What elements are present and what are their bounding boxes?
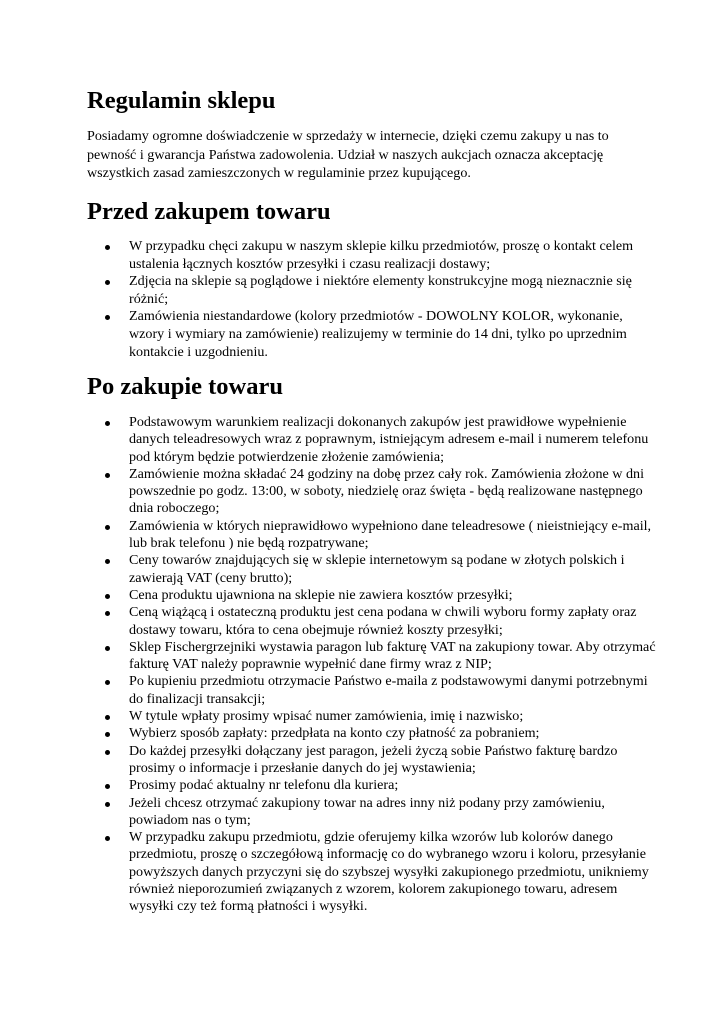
list-item-text: Zamówienia w których nieprawidłowo wypełniono dane teleadresowe ( nieistniejący e-mail, lub brak telefonu ) nie będą rozpatrywane; — [129, 517, 652, 552]
before-purchase-list — [87, 238, 657, 361]
list-item — [87, 708, 657, 725]
bullet-icon — [105, 836, 110, 841]
list-item — [87, 673, 657, 708]
section-heading-before-purchase: Przed zakupem towaru — [87, 198, 331, 225]
list-item-text: Zdjęcia na sklepie są poglądowe i niektóre elementy konstrukcyjne mogą nieznacznie się różnić; — [129, 273, 632, 307]
bullet-icon — [105, 245, 110, 250]
list-item-text: Sklep Fischergrzejniki wystawia paragon lub fakturę VAT na zakupiony towar. Aby otrzymać fakturę VAT należy poprawnie wypełnić dane firmy wraz z NIP; — [129, 638, 656, 673]
list-item — [87, 414, 657, 466]
section-heading-after-purchase: Po zakupie towaru — [87, 373, 283, 400]
bullet-icon — [105, 315, 110, 320]
bullet-icon — [105, 421, 110, 426]
bullet-icon — [105, 784, 110, 789]
bullet-icon — [105, 473, 110, 478]
list-item — [87, 795, 657, 830]
bullet-icon — [105, 680, 110, 685]
list-item-text: Cena produktu ujawniona na sklepie nie zawiera kosztów przesyłki; — [129, 586, 513, 603]
list-item-text: Prosimy podać aktualny nr telefonu dla kuriera; — [129, 777, 399, 794]
bullet-icon — [105, 594, 110, 599]
bullet-icon — [105, 280, 110, 285]
list-item-text: W tytule wpłaty prosimy wpisać numer zamówienia, imię i nazwisko; — [129, 708, 524, 725]
list-item-text: Wybierz sposób zapłaty: przedpłata na konto czy płatność za pobraniem; — [129, 725, 540, 742]
list-item-text: Zamówienia niestandardowe (kolory przedmiotów - DOWOLNY KOLOR, wykonanie, wzory i wymiary na zamówienie) realizujemy w terminie do 14 dni, tylko po uprzednim kontakcie i uzgodnieniu. — [129, 308, 627, 360]
list-item-text: Podstawowym warunkiem realizacji dokonanych zakupów jest prawidłowe wypełnienie danych teleadresowych wraz z poprawnym, istniejącym adresem e-mail i numerem telefonu pod którym będzie potwierdzenie złożenie zamówienia; — [129, 414, 649, 465]
list-item-text: Ceny towarów znajdujących się w sklepie internetowym są podane w złotych polskich i zawierają VAT (ceny brutto); — [129, 552, 625, 586]
list-item — [87, 308, 657, 361]
list-item — [87, 587, 657, 604]
list-item — [87, 639, 657, 674]
list-item — [87, 238, 657, 273]
list-item — [87, 604, 657, 639]
list-item — [87, 743, 657, 778]
list-item — [87, 552, 657, 587]
list-item-text: Jeżeli chcesz otrzymać zakupiony towar na adres inny niż podany przy zamówieniu, powiadom nas o tym; — [129, 794, 605, 828]
list-item-text: W przypadku zakupu przedmiotu, gdzie oferujemy kilka wzorów lub kolorów danego przedmiotu, proszę o szczegółową informację co do wybranego wzoru i koloru, przesyłanie powyższych danych przyczyni się do szybszej wysyłki zakupionego przedmiotu, unikniemy również nieporozumień związanych z wzorem, kolorem zakupionego towaru, adresem wysyłki czy też formą płatności i wysyłki. — [129, 829, 649, 915]
list-item-text: Ceną wiążącą i ostateczną produktu jest cena podana w chwili wyboru formy zapłaty oraz dostawy towaru, która to cena obejmuje również koszty przesyłki; — [129, 604, 637, 638]
list-item — [87, 777, 657, 794]
list-item-text: W przypadku chęci zakupu w naszym sklepie kilku przedmiotów, proszę o kontakt celem ustalenia łącznych kosztów przesyłki i czasu realizacji dostawy; — [129, 238, 634, 272]
after-purchase-list — [87, 414, 657, 916]
page-title: Regulamin sklepu — [87, 87, 276, 114]
bullet-icon — [105, 646, 110, 651]
bullet-icon — [105, 559, 110, 564]
list-item-text: Po kupieniu przedmiotu otrzymacie Państwo e-maila z podstawowymi danymi potrzebnymi do finalizacji transakcji; — [129, 673, 648, 707]
list-item — [87, 273, 657, 308]
bullet-icon — [105, 750, 110, 755]
bullet-icon — [105, 732, 110, 737]
list-item — [87, 829, 657, 915]
list-item — [87, 725, 657, 742]
bullet-icon — [105, 802, 110, 807]
list-item-text: Do każdej przesyłki dołączany jest paragon, jeżeli życzą sobie Państwo fakturę bardzo prosimy o informacje i przesłanie danych do jej wystawienia; — [129, 742, 618, 776]
list-item-text: Zamówienie można składać 24 godziny na dobę przez cały rok. Zamówienia złożone w dni powszednie po godz. 13:00, w soboty, niedzielę oraz święta - będą realizowane następnego dnia roboczego; — [129, 465, 645, 517]
list-item — [87, 466, 657, 518]
bullet-icon — [105, 525, 110, 530]
intro-paragraph: Posiadamy ogromne doświadczenie w sprzedaży w internecie, dzięki czemu zakupy u nas to pewność i gwarancja Państwa zadowolenia. Udział w naszych aukcjach oznacza akceptację wszystkich zasad zamieszczonych w regulaminie przez kupującego. — [87, 128, 609, 181]
bullet-icon — [105, 611, 110, 616]
bullet-icon — [105, 715, 110, 720]
list-item — [87, 518, 657, 553]
